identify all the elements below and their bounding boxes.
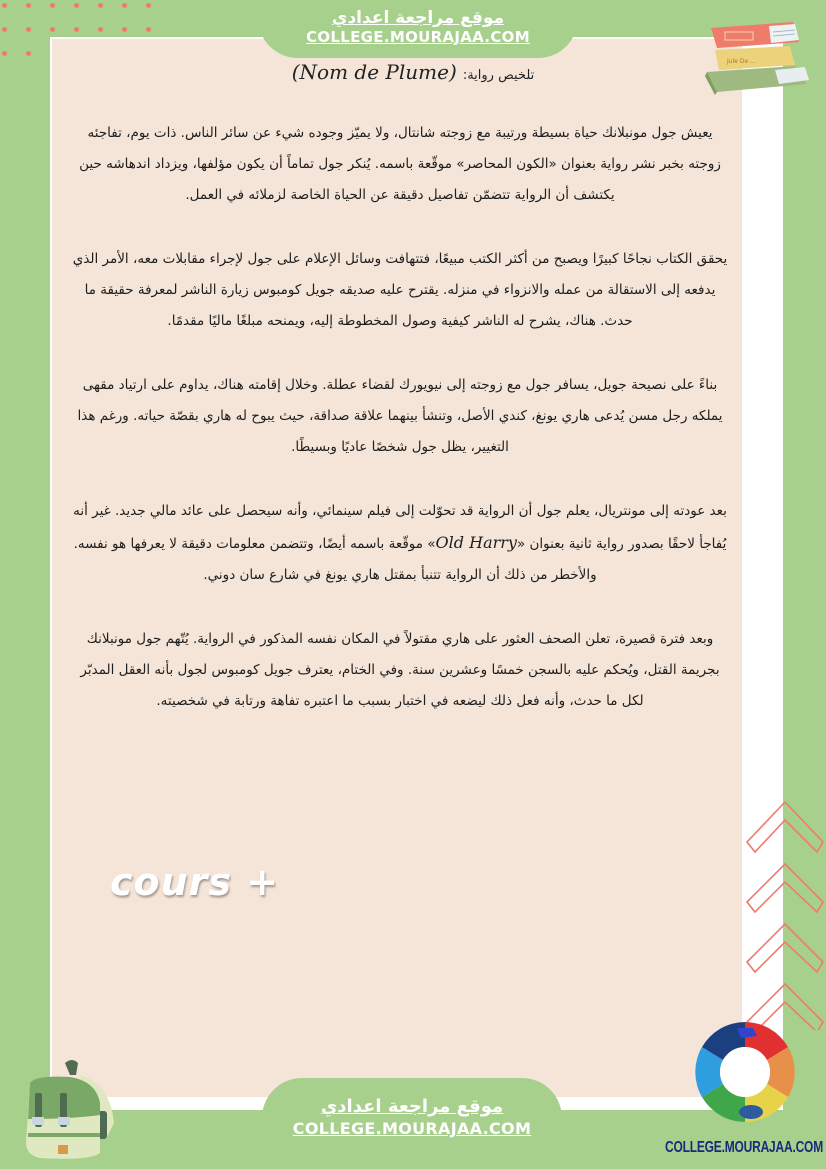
dot — [50, 3, 55, 8]
svg-text:Jule De ...: Jule De ... — [727, 58, 756, 65]
footer-logo-text[interactable]: COLLEGE.MOURAJAA.COM — [664, 1137, 823, 1157]
document-title — [0, 60, 826, 84]
footer-site-name[interactable]: موقع مراجعة اعدادي — [320, 1096, 504, 1117]
chevron-up-icons — [733, 790, 826, 1030]
paragraph-4 — [70, 496, 730, 591]
dot — [98, 3, 103, 8]
backpack-icon — [10, 1053, 115, 1163]
dot — [2, 51, 7, 56]
dot — [50, 27, 55, 32]
dot — [146, 3, 151, 8]
cours-plus-label[interactable]: cours + — [110, 860, 280, 904]
title-latin: (Nom de Plume) — [291, 60, 457, 84]
dot — [26, 3, 31, 8]
paragraph-1: يعيش جول مونبلانك حياة بسيطة ورتيبة مع زوجته شانتال، ولا يميّز وجوده شيء عن سائر الناس. ذات يوم، تفاجئه زوجته بخبر نشر رواية بعنوان «الكون المحاصر» موقّعة باسمه. يُنكر جول تماماً أن يكون مؤلفها، ويزداد اندهاشه حين يكتشف أن الرواية تتضمّن تفاصيل دقيقة عن الحياة الخاصة لزملائه في العمل. — [79, 125, 721, 203]
dot — [2, 27, 7, 32]
paragraph-3: بناءً على نصيحة جويل، يسافر جول مع زوجته إلى نيويورك لقضاء عطلة. وخلال إقامته هناك، يداوم على ارتياد مقهى يملكه رجل مسن يُدعى هاري يونغ، كندي الأصل، وتنشأ بينهما علاقة صداقة، حيث يبوح له هاري بقصّة حياته. ورغم هذا التغيير، يظل جول شخصًا عاديًا وبسيطًا. — [77, 377, 723, 455]
dot — [26, 27, 31, 32]
footer-site-url[interactable]: COLLEGE.MOURAJAA.COM — [292, 1119, 532, 1138]
dot — [146, 27, 151, 32]
paragraph-5: وبعد فترة قصيرة، تعلن الصحف العثور على هاري مقتولاً في المكان نفسه المذكور في الرواية. يُتّهم جول مونبلانك بجريمة القتل، ويُحكم عليه بالسجن خمسًا وعشرين سنة. وفي الختام، يعترف جويل كومبوس لجول بأنه العقل المدبّر لكل ما حدث، وأنه فعل ذلك ليضعه في اختبار بسبب ما اعتبره تفاهة ورتابة في شخصيته. — [80, 631, 720, 709]
title-arabic: تلخيص رواية: — [462, 68, 535, 83]
header-site-url[interactable]: COLLEGE.MOURAJAA.COM — [306, 28, 530, 46]
header-banner[interactable] — [258, 0, 578, 58]
paragraph-4-part-2: » موقّعة باسمه أيضًا، وتتضمن معلومات دقيقة لا يعرفها هو نفسه. والأخطر من ذلك أن الرواية تتنبأ بمقتل هاري يونغ في شارع سان دوني. — [73, 536, 597, 583]
dot — [122, 3, 127, 8]
dot — [74, 27, 79, 32]
dot — [98, 27, 103, 32]
header-site-name[interactable]: موقع مراجعة اعدادي — [331, 8, 505, 28]
paragraph-4-part-1: بعد عودته إلى مونتريال، يعلم جول أن الرواية قد تحوّلت إلى فيلم سينمائي، وأنه سيحصل على عائد مالي جديد. غير أنه يُفاجأ لاحقًا بصدور رواية ثانية بعنوان « — [73, 503, 727, 552]
paragraph-2: يحقق الكتاب نجاحًا كبيرًا ويصبح من أكثر الكتب مبيعًا، فتتهافت وسائل الإعلام على جول لإجراء مقابلات معه، الأمر الذي يدفعه إلى الاستقالة من عمله والانزواء في منزله. يقترح عليه صديقه جويل كومبوس زيارة الناشر لمعرفة حقيقة ما حدث. هناك، يشرح له الناشر كيفية وصول المخطوطة إليه، ويمنحه مبلغًا ماليًا مقدمًا. — [72, 251, 728, 329]
summary-text — [70, 118, 730, 750]
dot — [74, 3, 79, 8]
dot — [2, 3, 7, 8]
dot — [26, 51, 31, 56]
footer-banner[interactable] — [262, 1078, 562, 1169]
novel-title-latin: Old Harry — [435, 533, 517, 552]
dot — [122, 27, 127, 32]
education-wheel-logo — [693, 1020, 798, 1125]
